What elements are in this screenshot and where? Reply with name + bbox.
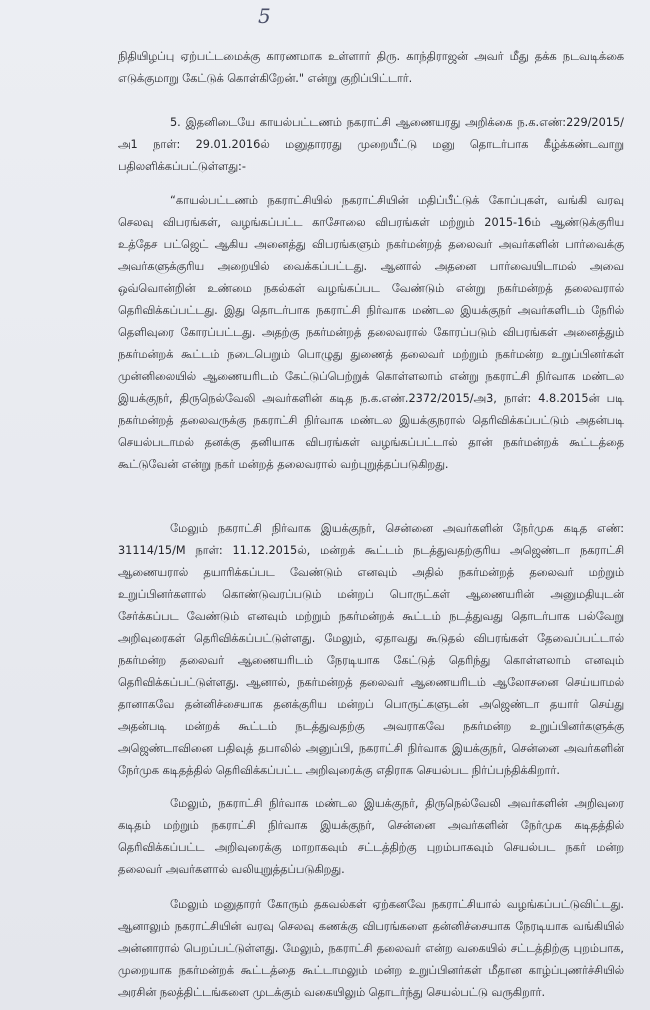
paragraph-continuation: நிதியிழப்பு ஏற்பட்டமைக்கு காரணமாக உள்ளார் திரு. காந்திராஜன் அவர் மீது தக்க நடவடிக்கை எடுக்குமாறு கேட்டுக் கொள்கிறேன்." என்று குறிப்பிட்டார். [118, 50, 624, 85]
paragraph-regional-director: மேலும், நகராட்சி நிர்வாக மண்டல இயக்குநர், திருநெல்வேலி அவர்களின் அறிவுரை கடிதம் மற்றும் நகராட்சி நிர்வாக இயக்குநர், சென்னை அவர்களின் நேர்முக கடிதத்தில் தெரிவிக்கப்பட்ட அறிவுரைக்கு மாறாகவும் சட்டத்திற்கு புறம்பாகவும் செயல்பட நகர் மன்ற தலைவர் அவர்களால் வலியுறுத்தப்படுகிறது. [118, 797, 624, 876]
paragraph-item-5: 5. இதனிடையே காயல்பட்டணம் நகராட்சி ஆணையரது அறிக்கை ந.க.எண்:229/2015/அ1 நாள்: 29.01.2016ல் மனுதாரரது முறையீட்டு மனு தொடர்பாக கீழ்க்கண்டவாறு பதிலளிக்கப்பட்டுள்ளது:- [118, 116, 624, 173]
paragraph-petitioner-info: மேலும் மனுதாரர் கோரும் தகவல்கள் ஏற்கனவே நகராட்சியால் வழங்கப்பட்டுவிட்டது. ஆனாலும் நகராட்சியின் வரவு செலவு கணக்கு விபரங்களை தன்னிச்சையாக நேரடியாக வங்கியில் அன்னாரால் பெறப்பட்டுள்ளது. மேலும், நகராட்சி தலைவர் என்ற வகையில் சட்டத்திற்கு புறம்பாக, முறையாக நகர்மன்றக் கூட்டத்தை கூட்டாமலும் மன்ற உறுப்பினர்கள் மீதான காழ்ப்புணர்ச்சியில் அரசின் நலத்திட்டங்களை முடக்கும் வகையிலும் தொடர்ந்து செயல்பட்டு வருகிறார். [118, 898, 624, 999]
page-number: 5 [258, 4, 271, 28]
paragraph-quoted-report: “காயல்பட்டணம் நகராட்சியில் நகராட்சியின் மதிப்பீட்டுக் கோப்புகள், வங்கி வரவு செலவு விபரங்கள், வழங்கப்பட்ட காசோலை விபரங்கள் மற்றும் 2015-16ம் ஆண்டுக்குரிய உத்தேச பட்ஜெட் ஆகிய அனைத்து விபரங்களும் நகர்மன்றத் தலைவர் அவர்களின் பார்வைக்கு அவர்களுக்குரிய அறையில் வைக்கப்பட்டது. ஆனால் அதனை பார்வையிடாமல் அவை ஒவ்வொன்றின் உண்மை நகல்கள் வழங்கப்பட வேண்டும் என்று நகர்மன்றத் தலைவரால் தெரிவிக்கப்பட்டது. இது தொடர்பாக நகராட்சி நிர்வாக மண்டல இயக்குநர் அவர்களிடம் நேரில் தெளிவுரை கோரப்பட்டது. அதற்கு நகர்மன்றத் தலைவரால் கோரப்படும் விபரங்கள் அனைத்தும் நகர்மன்றக் கூட்டம் நடைபெறும் பொழுது துணைத் தலைவர் மற்றும் நகர்மன்ற உறுப்பினர்கள் முன்னிலையில் ஆணையரிடம் கேட்டுப்பெற்றுக் கொள்ளலாம் என்று நகராட்சி நிர்வாக மண்டல இயக்குநர், திருநெல்வேலி அவர்களின் கடித ந.க.எண்.2372/2015/அ3, நாள்: 4.8.2015ன் படி நகர்மன்றத் தலைவருக்கு நகராட்சி நிர்வாக மண்டல இயக்குநரால் தெரிவிக்கப்பட்டும் அதன்படி செயல்படாமல் தனக்கு தனியாக விபரங்கள் வழங்கப்பட்டால் தான் நகர்மன்றக் கூட்டத்தை கூட்டுவேன் என்று நகர் மன்றத் தலைவரால் வற்புறுத்தப்படுகிறது. [118, 194, 624, 471]
paragraph-director-letter: மேலும் நகராட்சி நிர்வாக இயக்குநர், சென்னை அவர்களின் நேர்முக கடித எண்: 31114/15/M நாள்: 11.12.2015ல், மன்றக் கூட்டம் நடத்துவதற்குரிய அஜெண்டா நகராட்சி ஆணையரால் தயாரிக்கப்பட வேண்டும் எனவும் அதில் நகர்மன்றத் தலைவர் மற்றும் உறுப்பினர்களால் கொண்டுவரப்படும் மன்றப் பொருட்கள் ஆணையரின் அனுமதியுடன் சேர்க்கப்பட வேண்டும் எனவும் மற்றும் நகர்மன்றக் கூட்டம் நடத்துவது தொடர்பாக பல்வேறு அறிவுரைகள் தெரிவிக்கப்பட்டுள்ளது. மேலும், ஏதாவது கூடுதல் விபரங்கள் தேவைப்பட்டால் நகர்மன்ற தலைவர் ஆணையரிடம் நேரடியாக கேட்டுத் தெரிந்து கொள்ளலாம் எனவும் தெரிவிக்கப்பட்டுள்ளது. ஆனால், நகர்மன்றத் தலைவர் ஆணையரிடம் ஆலோசனை செய்யாமல் தானாகவே தன்னிச்சையாக தனக்குரிய மன்றப் பொருட்களுடன் அஜெண்டா தயார் செய்து அதன்படி மன்றக் கூட்டம் நடத்துவதற்கு அவராகவே நகர்மன்ற உறுப்பினர்களுக்கு அஜெண்டாவினை பதிவுத் தபாலில் அனுப்பி, நகராட்சி நிர்வாக இயக்குநர், சென்னை அவர்களின் நேர்முக கடிதத்தில் தெரிவிக்கப்பட்ட அறிவுரைக்கு எதிராக செயல்பட நிர்ப்பந்திக்கிறார். [118, 522, 624, 777]
